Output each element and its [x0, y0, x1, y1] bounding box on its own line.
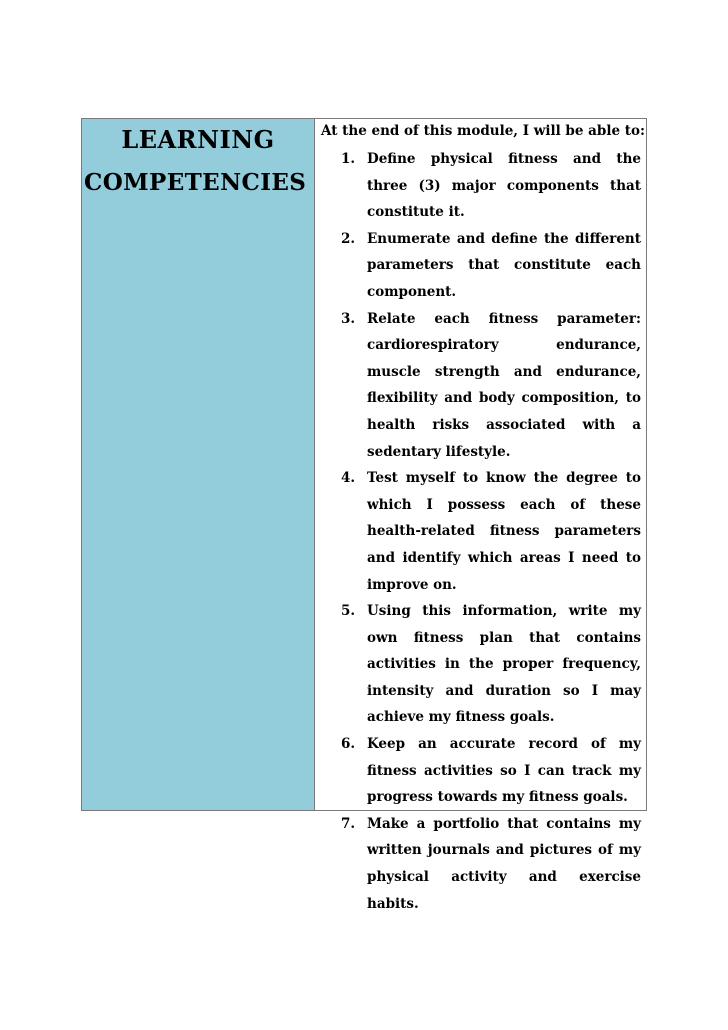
objective-number: 4.	[341, 470, 356, 487]
objective-item	[315, 811, 641, 917]
objectives-cell	[315, 119, 646, 912]
objective-number: 1.	[341, 151, 356, 167]
objectives-intro: At the end of this module, I will be able to:	[321, 123, 645, 139]
objective-text: Make a portfolio that contains my written journals and pictures of my physical activity and exercise habits.	[367, 815, 641, 912]
objective-number: 5.	[341, 603, 356, 620]
objective-text: Keep an accurate record of my fitness activities so I can track my progress towards my fitness goals.	[367, 736, 641, 806]
objective-item	[315, 731, 641, 811]
heading-learning: LEARNING	[121, 125, 275, 154]
objective-item	[315, 226, 641, 306]
competencies-table	[81, 118, 647, 912]
objective-number: 3.	[341, 310, 356, 327]
objectives-list	[315, 146, 641, 917]
objective-item	[315, 146, 641, 226]
objective-item	[315, 598, 641, 731]
objective-item	[315, 465, 641, 598]
objective-number: 7.	[341, 815, 356, 832]
objective-text: Test myself to know the degree to which I possess each of these health-related fitness parameters and identify which areas I need to improve on.	[367, 470, 641, 593]
objective-number: 2.	[341, 230, 356, 247]
heading-competencies: COMPETENCIES	[84, 169, 307, 196]
objective-text: Using this information, write my own fitness plan that contains activities in the proper frequency, intensity and duration so I may achieve my fitness goals.	[367, 603, 641, 726]
competencies-heading-cell	[82, 119, 315, 810]
objective-text: Relate each fitness parameter: cardiorespiratory endurance, muscle strength and endurance, flexibility and body composition, to health risks associated with a sedentary lifestyle.	[367, 310, 641, 460]
objective-text: Define physical fitness and the three (3) major components that constitute it.	[367, 151, 641, 221]
objective-number: 6.	[341, 736, 356, 753]
objective-text: Enumerate and define the different parameters that constitute each component.	[367, 230, 641, 300]
objective-item	[315, 306, 641, 466]
